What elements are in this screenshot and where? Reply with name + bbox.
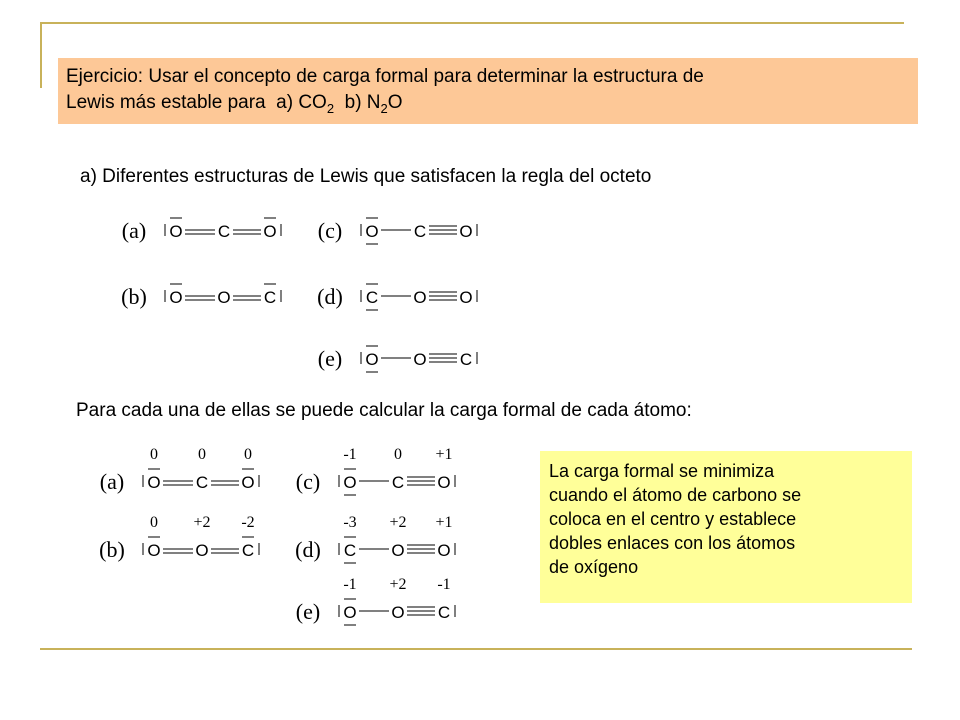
atom-symbol: O xyxy=(365,222,379,241)
atom-symbol: C xyxy=(195,473,209,492)
atom-symbol: O xyxy=(169,288,183,307)
formal-charge: -3 xyxy=(343,514,357,531)
atom-symbol: C xyxy=(391,473,405,492)
section-a-heading: a) Diferentes estructuras de Lewis que satisfacen la regla del octeto xyxy=(80,166,652,187)
atom-symbol: C xyxy=(413,222,427,241)
note-line: dobles enlaces con los átomos xyxy=(549,533,796,553)
atom-symbol: O xyxy=(413,350,427,369)
atom-symbol: C xyxy=(343,541,357,560)
structure-label: (b) xyxy=(99,537,125,562)
structure-label: (c) xyxy=(317,218,343,243)
structure-label: (a) xyxy=(99,469,125,494)
note-line: de oxígeno xyxy=(549,557,639,577)
charged-structure-e xyxy=(296,576,455,625)
atom-symbol: O xyxy=(147,541,161,560)
note-line: cuando el átomo de carbono se xyxy=(549,485,802,505)
formal-charge: 0 xyxy=(150,446,158,463)
atom-symbol: C xyxy=(241,541,255,560)
lewis-structure-c xyxy=(318,218,477,244)
structure-label: (e) xyxy=(295,599,321,624)
atom-symbol: O xyxy=(217,288,231,307)
atom-symbol: O xyxy=(437,541,451,560)
charged-structure-a xyxy=(100,446,259,494)
lewis-structure-d xyxy=(317,284,477,310)
conclusion-note xyxy=(540,451,912,603)
charged-structure-c xyxy=(296,446,455,495)
atom-symbol: C xyxy=(217,222,231,241)
structure-label: (b) xyxy=(121,284,147,309)
charged-structure-d xyxy=(295,514,455,563)
formal-charge: +2 xyxy=(193,514,211,531)
atom-symbol: O xyxy=(459,288,473,307)
structure-label: (e) xyxy=(317,346,343,371)
lewis-structure-b xyxy=(121,284,281,309)
title-line-1: Ejercicio: Usar el concepto de carga formal para determinar la estructura de xyxy=(66,66,704,87)
formal-charge: 0 xyxy=(198,446,206,463)
atom-symbol: O xyxy=(169,222,183,241)
charged-structure-b xyxy=(99,514,259,562)
atom-symbol: C xyxy=(437,603,451,622)
atom-symbol: O xyxy=(343,473,357,492)
formal-charge: -1 xyxy=(343,576,357,593)
structure-label: (d) xyxy=(317,284,343,309)
formal-charge: +1 xyxy=(435,446,453,463)
lewis-structure-e xyxy=(318,346,477,372)
formal-charge: +1 xyxy=(435,514,453,531)
atom-symbol: O xyxy=(263,222,277,241)
atom-symbol: O xyxy=(147,473,161,492)
atom-symbol: O xyxy=(391,541,405,560)
structure-label: (c) xyxy=(295,469,321,494)
formal-charge: -1 xyxy=(343,446,357,463)
atom-symbol: O xyxy=(241,473,255,492)
atom-symbol: C xyxy=(263,288,277,307)
atom-symbol: C xyxy=(459,350,473,369)
atom-symbol: O xyxy=(365,350,379,369)
structure-label: (d) xyxy=(295,537,321,562)
title-line-2: Lewis más estable para a) $CO_2$ b) $N_2O$ xyxy=(66,92,403,116)
formal-charge: +2 xyxy=(389,514,407,531)
atom-symbol: O xyxy=(195,541,209,560)
formal-charge: -2 xyxy=(241,514,255,531)
formal-charge: -1 xyxy=(437,576,451,593)
section-b-heading: Para cada una de ellas se puede calcular la carga formal de cada átomo: xyxy=(76,400,692,421)
formal-charge: 0 xyxy=(394,446,402,463)
structure-label: (a) xyxy=(121,218,147,243)
lewis-structure-a xyxy=(122,218,281,243)
note-line: La carga formal se minimiza xyxy=(549,461,775,481)
formal-charge: 0 xyxy=(244,446,252,463)
note-line: coloca en el centro y establece xyxy=(549,509,797,529)
atom-symbol: O xyxy=(343,603,357,622)
formal-charge: 0 xyxy=(150,514,158,531)
atom-symbol: O xyxy=(391,603,405,622)
atom-symbol: O xyxy=(459,222,473,241)
atom-symbol: O xyxy=(413,288,427,307)
atom-symbol: C xyxy=(365,288,379,307)
formal-charge: +2 xyxy=(389,576,407,593)
atom-symbol: O xyxy=(437,473,451,492)
